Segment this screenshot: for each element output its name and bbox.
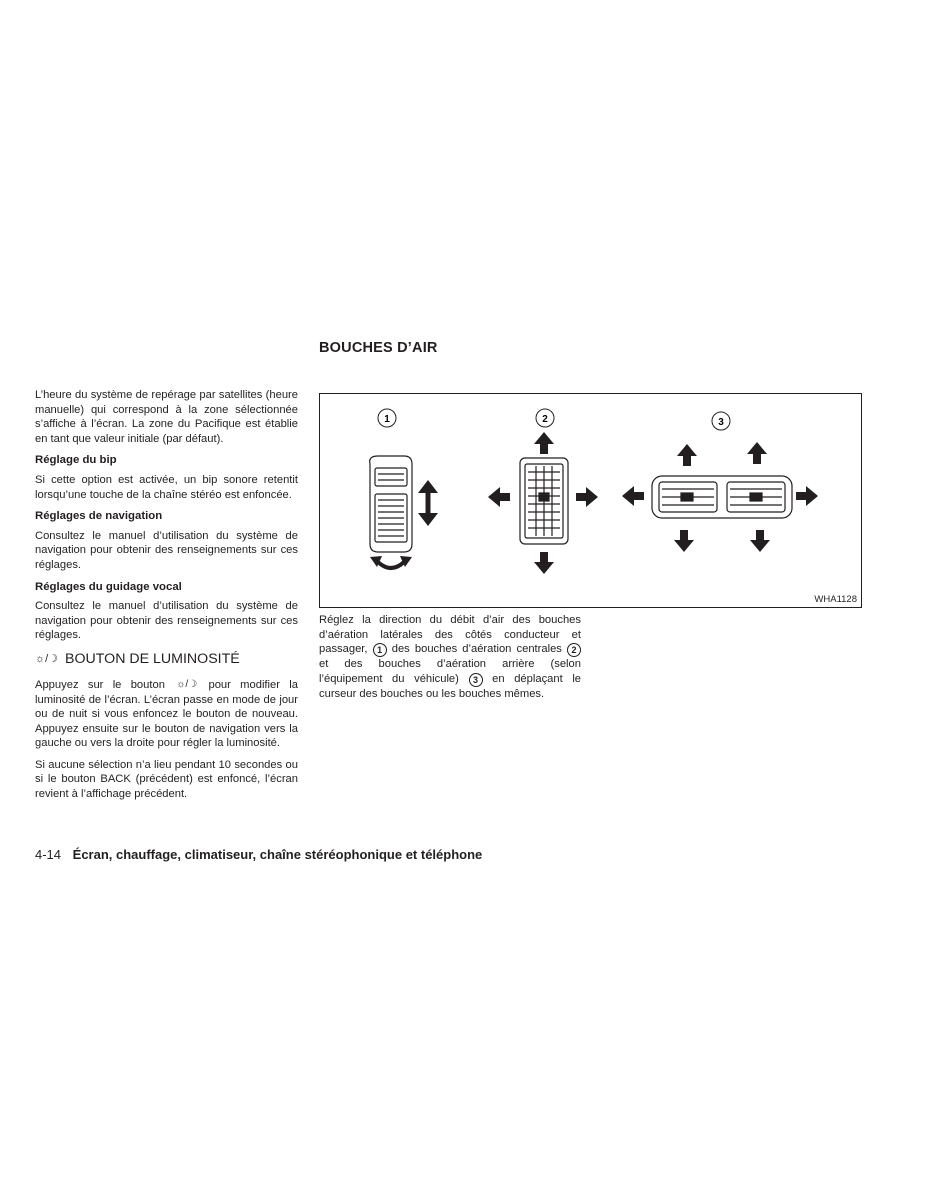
caption-marker-2: 2 — [567, 643, 581, 657]
figure-label-3-text: 3 — [718, 417, 724, 428]
brightness-paragraph — [35, 678, 298, 751]
timeout-paragraph: Si aucune sélection n’a lieu pendant 10 secondes ou si le bouton BACK (précédent) est enfoncé, l’écran revient à l’affichage précédent. — [35, 758, 298, 801]
navigation-heading: Réglages de navigation — [35, 510, 163, 523]
section-title: BOUCHES D’AIR — [319, 340, 438, 356]
center-vent-icon — [520, 458, 568, 544]
caption-part-2: des bouches d’aération centrales — [391, 643, 562, 656]
air-vents-illustration — [320, 394, 861, 607]
navigation-paragraph: Consultez le manuel d’utilisation du système de navigation pour obtenir des renseignements sur ces réglages. — [35, 529, 298, 571]
brightness-text-post: pour modifier la luminosité de l’écran. L’écran passe en mode de jour ou de nuit si vous enfoncez le bouton de nouveau. Appuyez ensuite sur le bouton de navigation vers la gauche ou vers la droite pour régler la luminosité. — [35, 678, 298, 750]
caption-part-3: et des bouches d’aération arrière (selon l’équipement du véhicule) — [319, 658, 581, 685]
figure-label-2-text: 2 — [542, 414, 548, 425]
brightness-inline-icon: ☼/☽ — [176, 678, 198, 690]
figure-label-3 — [712, 412, 730, 430]
figure-code: WHA1128 — [814, 594, 857, 605]
chapter-title: Écran, chauffage, climatiseur, chaîne stéréophonique et téléphone — [72, 847, 483, 862]
up-down-arrow-icon — [418, 480, 438, 526]
brightness-heading-label: BOUTON DE LUMINOSITÉ — [65, 650, 240, 667]
figure-label-1 — [378, 409, 396, 427]
page-footer — [35, 847, 482, 862]
intro-paragraph: L’heure du système de repérage par satellites (heure manuelle) qui correspond à la zone sélectionnée s’affiche à l’écran. La zone du Pacifique est établie en tant que valeur initiale (par défaut). — [35, 389, 298, 445]
figure-label-2 — [536, 409, 554, 427]
caption-part-4: en déplaçant le curseur des bouches ou les bouches mêmes. — [319, 672, 582, 700]
voice-guidance-heading: Réglages du guidage vocal — [35, 580, 182, 593]
caption-marker-1: 1 — [373, 643, 387, 657]
center-vent-arrows — [488, 432, 598, 574]
beep-heading: Réglage du bip — [35, 454, 117, 467]
caption-marker-3: 3 — [469, 673, 483, 687]
brightness-heading — [35, 650, 298, 668]
page-number: 4-14 — [35, 847, 62, 862]
air-vents-figure — [319, 393, 862, 608]
left-column — [35, 388, 298, 809]
beep-paragraph: Si cette option est activée, un bip sonore retentit lorsqu’une touche de la chaîne stéréo est enfoncée. — [35, 473, 298, 501]
figure-caption — [319, 613, 581, 701]
voice-guidance-paragraph: Consultez le manuel d’utilisation du système de navigation pour obtenir des renseignements sur ces réglages. — [35, 600, 298, 642]
figure-label-1-text: 1 — [384, 414, 390, 425]
rotate-arrow-icon — [370, 556, 412, 568]
caption-part-1: Réglez la direction du débit d’air des bouches d’aération latérales des côtés conducteur et passager, — [319, 614, 581, 656]
brightness-icon: ☼/☽ — [35, 652, 58, 665]
rear-vent-icon — [652, 476, 792, 518]
side-vent-icon — [370, 456, 412, 552]
brightness-text-pre: Appuyez sur le bouton — [35, 678, 165, 691]
